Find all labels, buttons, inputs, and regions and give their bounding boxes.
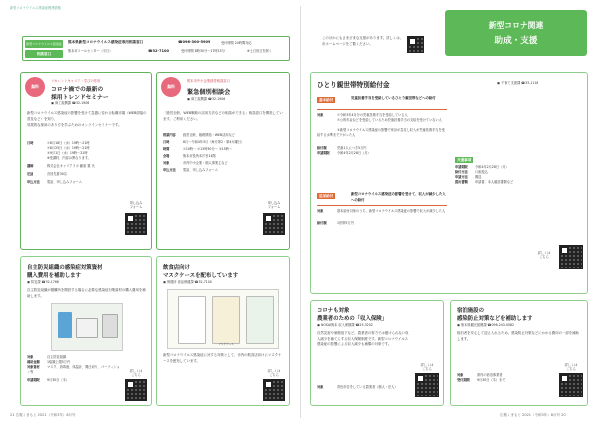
disaster-details — [27, 355, 123, 383]
divider — [317, 109, 447, 110]
more-info-qr-code[interactable] — [407, 36, 424, 53]
detail-row: 受付期間 9月30日（木）まで — [457, 378, 506, 382]
page-number-left: 21 広報くまもと 2021（令和3年）8月号 — [10, 413, 76, 417]
single-parent-dept: ▣ 子育て支援課 ☎33-1118 — [497, 81, 539, 85]
detail-row: ※受講料、内容は異なります。 — [47, 156, 91, 160]
detail-row: ③新型コロナウイルス感染症の影響で家計が急変し収入が児童扶養手当を受給する水準まで下がった人 — [317, 128, 445, 137]
detail-row: 相談内容 経営全般、販路開拓・WEB活用など — [163, 133, 235, 137]
seminar-kicker: リカレントキャリア・学びの作用 — [51, 79, 101, 83]
consult-badge: 新型コロナウイルス感染症 — [26, 42, 62, 46]
disaster-supply-card — [20, 256, 152, 406]
single-parent-benefit-card — [310, 72, 588, 294]
disaster-qr-label: 詳しくは こちら — [129, 369, 143, 377]
detail-row: 対象 自主防災組織 — [27, 355, 67, 359]
detail-row: 申込方法 電話、申し込みフォーム — [163, 168, 218, 172]
additional-benefit-tag: 追加給付 — [319, 194, 334, 198]
consultation-card — [156, 72, 290, 250]
detail-row: 申請期限 令和4年2月28日（月） — [317, 151, 371, 155]
detail-row: 対象 ①令和3年4月分の児童扶養手当を受給している人 — [317, 113, 408, 117]
consult-dept: ▣ 商工振興課 ☎32-1906 — [187, 97, 226, 101]
insurance-body: 自然災害や価格低下など、農業者の努力では避けられない収入減少を補てんする収入保険制度です。新型コロナウイルス感染症の影響による収入減少も補償の対象です。 — [317, 331, 409, 347]
seminar-dept: ▣ 商工振興課 ☎32-1906 — [51, 101, 90, 105]
mask-title-line1: 飲食店向け — [163, 265, 190, 271]
consult-line1-phone: ☎096-300-5909 — [178, 40, 211, 44]
mask-case-sample — [178, 296, 206, 344]
basic-benefit-tag: 基本給付 — [319, 98, 334, 102]
consult-line2-phone: ☎32-7100 — [148, 49, 169, 53]
consult-line2: 熊本市コールセンター（平日） — [68, 49, 113, 53]
detail-row: 対象 市内中小企業・個人事業主など — [163, 161, 228, 165]
mask-case-caption: マスクケース — [218, 343, 234, 346]
section-header-line2: 助成・支援 — [494, 36, 538, 46]
mask-case-sample — [246, 296, 274, 344]
mask-body: 新型コロナウイルス感染症に対する対策として、市内の飲食店向けにマスクケースを配布しています。 — [163, 353, 282, 363]
mask-case-photo — [167, 289, 279, 349]
spread-gutter — [300, 6, 301, 418]
section-header-line1: 新型コロナ関連 — [488, 21, 544, 30]
detail-row: 会場 熊本市役所本庁舎14階 — [163, 154, 216, 158]
mask-qr-label: 詳しくは こちら — [267, 369, 281, 377]
detail-row: 申請期限 9月30日（木） — [27, 378, 70, 382]
insurance-dept: ▣ NOSAI熊本 収入保険課 ☎25-3202 — [317, 323, 373, 327]
insurance-qr-code[interactable] — [415, 373, 439, 397]
detail-row: 対象 基本給付対象のうち、新型コロナウイルス感染症の影響で収入が減少した人 — [317, 209, 446, 213]
detail-row: 時間 ①10時〜 ②13時30分〜 ③15時〜 — [163, 147, 233, 151]
mask-case-card — [156, 256, 290, 406]
divider — [317, 205, 447, 206]
lodging-qr-code[interactable] — [559, 373, 583, 397]
detail-row: 日時 ①8月18日（水）19時〜21時 — [27, 141, 90, 145]
seminar-qr-code[interactable] — [125, 213, 147, 235]
detail-row: 給付額 1世帯5万円 — [317, 221, 354, 225]
common-items-tag: 共通事項 — [457, 158, 472, 162]
free-badge: 無料 — [161, 77, 181, 97]
mask-qr-code[interactable] — [263, 379, 285, 401]
single-parent-qr-label: 詳しくは こちら — [537, 251, 551, 259]
seminar-body-2: 効果的な採用のあり方を学ぶためのオンラインセミナーです。 — [27, 123, 122, 127]
lodging-title-line1: 宿泊施設の — [457, 308, 484, 314]
detail-row: 提出書類 申請書、本人確認書類など — [455, 180, 514, 184]
detail-row: 申請期限 令和4年2月28日（月） — [455, 165, 509, 169]
detail-row: 日時 8月〜令和4年3月（毎月第2・第4火曜日） — [163, 140, 245, 144]
sanitizer-bottle-image — [58, 312, 72, 338]
farm-insurance-card — [310, 300, 444, 406]
seminar-details — [27, 141, 119, 185]
mask-box-image — [76, 318, 98, 338]
seminar-title-line2: 採用トレンドセミナー — [51, 95, 109, 101]
more-info-note: このほかにもさまざまな支援があります。詳しくは、市ホームページをご覧ください。 — [322, 36, 404, 46]
detail-row: 対象資材 マスク、消毒液、体温計、間仕切り、パーティション等 — [27, 365, 120, 374]
basic-benefit-details — [317, 113, 447, 156]
consult-qr-code[interactable] — [263, 213, 285, 235]
insurance-title-line2: 農業者のための「収入保険」 — [317, 316, 388, 322]
seminar-card — [20, 72, 152, 250]
consult-line1-time: 受付時間 24時間対応 — [221, 40, 252, 45]
seminar-qr-label: 申し込み フォーム — [129, 201, 143, 209]
detail-row: 申込方法 電話、申し込みフォーム — [27, 180, 82, 184]
consult-qr-label: 申し込み フォーム — [267, 201, 281, 209]
additional-benefit-details — [317, 209, 447, 226]
free-badge: 無料 — [25, 77, 45, 97]
lodging-title-line2: 感染防止対策などを補助します — [457, 316, 533, 322]
disaster-title-line2: 購入費用を補助します — [27, 273, 81, 279]
disaster-qr-code[interactable] — [125, 379, 147, 401]
detail-row: 定員 各回先着30名 — [27, 172, 67, 176]
section-header — [445, 10, 587, 56]
detail-row: 給付額 児童1人につき5万円 — [317, 146, 367, 150]
top-label: 新型コロナウイルス感染症関連情報 — [10, 6, 61, 10]
lodging-qr-label: 詳しくは こちら — [564, 363, 578, 371]
consult-line1: 熊本県新型コロナウイルス感染症専用相談窓口 — [68, 40, 144, 44]
seminar-title-line1: コロナ禍での最新の — [51, 87, 104, 93]
lodging-subsidy-card — [450, 300, 588, 406]
single-parent-qr-code[interactable] — [559, 245, 583, 269]
insurance-title-line1: コロナも対象 — [317, 308, 350, 314]
detail-row: 補助金額 1組織上限5万円 — [27, 360, 71, 364]
consult-panel — [22, 36, 290, 61]
supply-photo — [51, 303, 123, 351]
detail-row: 給付方法 口座振込 — [455, 170, 488, 174]
consult-title: 緊急個別相談会 — [187, 89, 231, 96]
detail-row: 講師 株式会社キャリアラボ 藤原 寛 氏 — [27, 164, 95, 168]
detail-row: ②8月25日（水）19時〜21時 — [47, 146, 90, 150]
lodging-details — [457, 373, 553, 383]
consult-body: 「経営全般、WEB戦略の活用方法などの相談ができる」相談窓口を開設しています。ご利用ください。 — [163, 111, 283, 121]
single-parent-title: ひとり親世帯特別給付金 — [317, 81, 390, 89]
disaster-body: 自主防災組織が避難所を開設する場合に必要な感染症対策資材の購入費用を補助します。 — [27, 288, 146, 298]
lodging-dept: ▣ 熊本県観光振興課 ☎096-243-0082 — [457, 323, 515, 327]
thermometer-image — [102, 314, 118, 338]
mask-dept: ▣ 保健所 食品保健課 ☎32-7100 — [163, 280, 212, 284]
mask-title-line2: マスクケースを配布しています — [163, 273, 239, 279]
insurance-qr-label: 詳しくは こちら — [420, 363, 434, 371]
basic-benefit-intro: 児童扶養手当を受給しているひとり親世帯などへの給付 — [351, 96, 436, 100]
page-number-right: 広報くまもと 2021（令和3年）8月号 20 — [500, 413, 566, 417]
disaster-dept: ▣ 防災課 ☎32-1766 — [27, 280, 59, 284]
lodging-body: 宿泊者を安心して迎え入れるため、感染防止対策などにかかる費用の一部を補助します。 — [457, 331, 579, 341]
additional-benefit-intro: 新型コロナウイルス感染症の影響を受けて、収入が減少した人への給付 — [351, 192, 446, 202]
consult-tag: 相談窓口 — [25, 50, 63, 58]
consult-line2-time: 受付時間 8時30分〜17時15分 — [181, 49, 225, 53]
detail-row: ③9月1日（水）19時〜21時 — [47, 151, 88, 155]
consult-line2-note: ※土日祝日を除く — [247, 49, 272, 53]
mask-case-sample — [212, 296, 240, 344]
disaster-title-line1: 自主防災組織の感染症対策資材 — [27, 265, 103, 271]
detail-row: 申請方法 郵送 — [455, 175, 482, 179]
consult-details — [163, 133, 287, 173]
common-items-details — [455, 165, 581, 185]
detail-row: ②公的年金などを受給しているため児童扶養手当の支給を受けていない人 — [337, 118, 442, 122]
detail-row: 対象 青色申告をしている農業者（個人・法人） — [317, 385, 398, 389]
seminar-body-1: 新型コロナウイルス感染症の影響を受けて急激に変わる転職市場（WEB面接の普及など）を知り、 — [27, 111, 147, 121]
detail-row: 対象 県内の宿泊事業者 — [457, 373, 503, 377]
consult-kicker: 熊本市中小企業経営相談窓口 — [187, 79, 230, 83]
